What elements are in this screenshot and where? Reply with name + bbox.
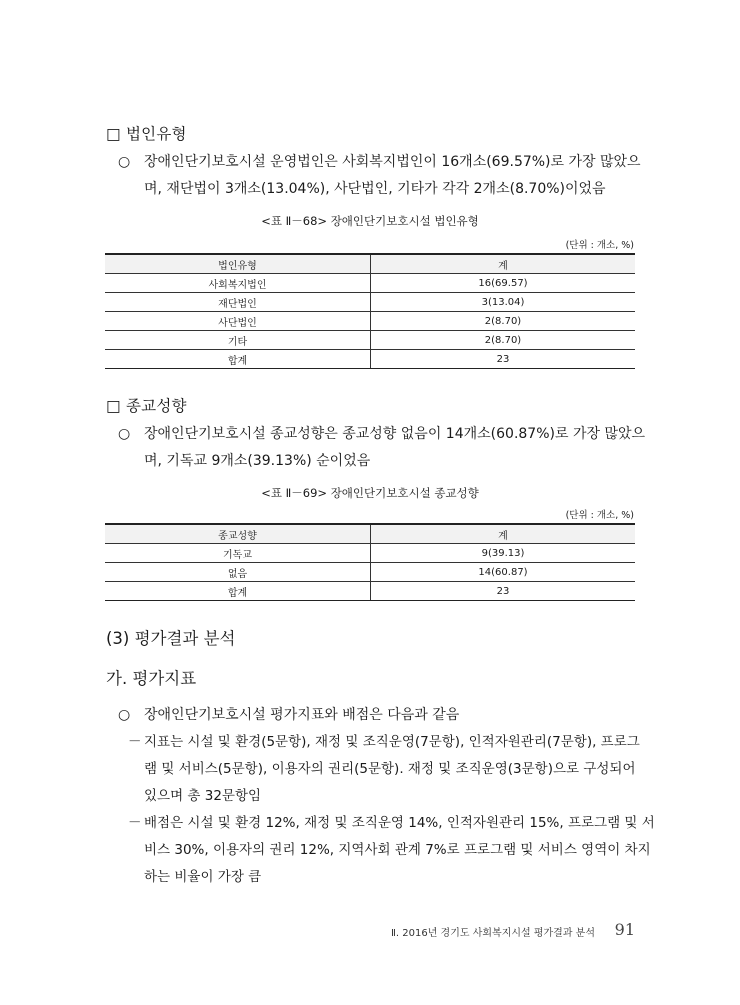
paragraph-line: 있으며 총 32문항임 [144,788,262,804]
table-row [105,293,635,312]
table-cell: 23 [371,350,636,369]
dash-mark: － [128,815,142,831]
paragraph-line: 며, 기독교 9개소(39.13%) 순이었음 [144,453,371,469]
table-row [105,563,635,582]
table-cell: 기독교 [105,544,371,563]
table-cell: 합계 [105,582,371,601]
paragraph-line: 배점은 시설 및 환경 12%, 재정 및 조직운영 14%, 인적자원관리 15%, 프로그램 및 서 [144,815,655,831]
table-cell: 사단법인 [105,312,371,331]
table-header: 법인유형 [105,254,371,274]
table-row [105,544,635,563]
table-caption: <표 Ⅱ－68> 장애인단기보호시설 법인유형 [261,214,479,228]
table-cell: 2(8.70) [371,312,636,331]
section-heading-corporation-type: □ 법인유형 [106,125,187,143]
bullet-mark: ○ [118,426,131,442]
paragraph-line: 장애인단기보호시설 운영법인은 사회복지법인이 16개소(69.57%)로 가장 많았으 [144,154,641,170]
table-cell: 9(39.13) [371,544,636,563]
table-cell: 사회복지법인 [105,274,371,293]
table-cell: 23 [371,582,636,601]
dash-mark: － [128,734,142,750]
table-cell: 기타 [105,331,371,350]
running-footer: Ⅱ. 2016년 경기도 사회복지시설 평가결과 분석 [390,928,595,939]
bullet-mark: ○ [118,707,131,723]
paragraph-line: 장애인단기보호시설 평가지표와 배점은 다음과 같음 [144,707,460,723]
subheading-indicators: 가. 평가지표 [106,669,197,688]
table-cell: 재단법인 [105,293,371,312]
table-row [105,312,635,331]
corporation-type-table [105,253,635,369]
table-row [105,331,635,350]
table-unit: (단위 : 개소, %) [565,510,634,521]
paragraph-line: 하는 비율이 가장 큼 [144,869,262,885]
table-caption: <표 Ⅱ－69> 장애인단기보호시설 종교성향 [261,486,479,500]
table-unit: (단위 : 개소, %) [565,240,634,251]
religion-table [105,523,635,601]
table-header: 계 [371,254,636,274]
table-row [105,582,635,601]
paragraph-line: 램 및 서비스(5문항), 이용자의 권리(5문항). 재정 및 조직운영(3문항)으로 구성되어 [144,761,636,777]
table-cell: 2(8.70) [371,331,636,350]
table-cell: 16(69.57) [371,274,636,293]
page-number: 91 [614,920,635,939]
table-row [105,274,635,293]
table-cell: 없음 [105,563,371,582]
table-header: 종교성향 [105,524,371,544]
paragraph-line: 지표는 시설 및 환경(5문항), 재정 및 조직운영(7문항), 인적자원관리(7문항), 프로그 [144,734,640,750]
table-cell: 3(13.04) [371,293,636,312]
section-heading-religion: □ 종교성향 [106,397,187,415]
paragraph-line: 며, 재단법이 3개소(13.04%), 사단법인, 기타가 각각 2개소(8.70%)이었음 [144,181,606,197]
paragraph-line: 비스 30%, 이용자의 권리 12%, 지역사회 관계 7%로 프로그램 및 서비스 영역이 차지 [144,842,651,858]
table-cell: 14(60.87) [371,563,636,582]
section-heading-evaluation: (3) 평가결과 분석 [106,629,236,648]
table-cell: 합계 [105,350,371,369]
table-header: 계 [371,524,636,544]
bullet-mark: ○ [118,154,131,170]
table-row [105,350,635,369]
paragraph-line: 장애인단기보호시설 종교성향은 종교성향 없음이 14개소(60.87%)로 가장 많았으 [144,426,646,442]
